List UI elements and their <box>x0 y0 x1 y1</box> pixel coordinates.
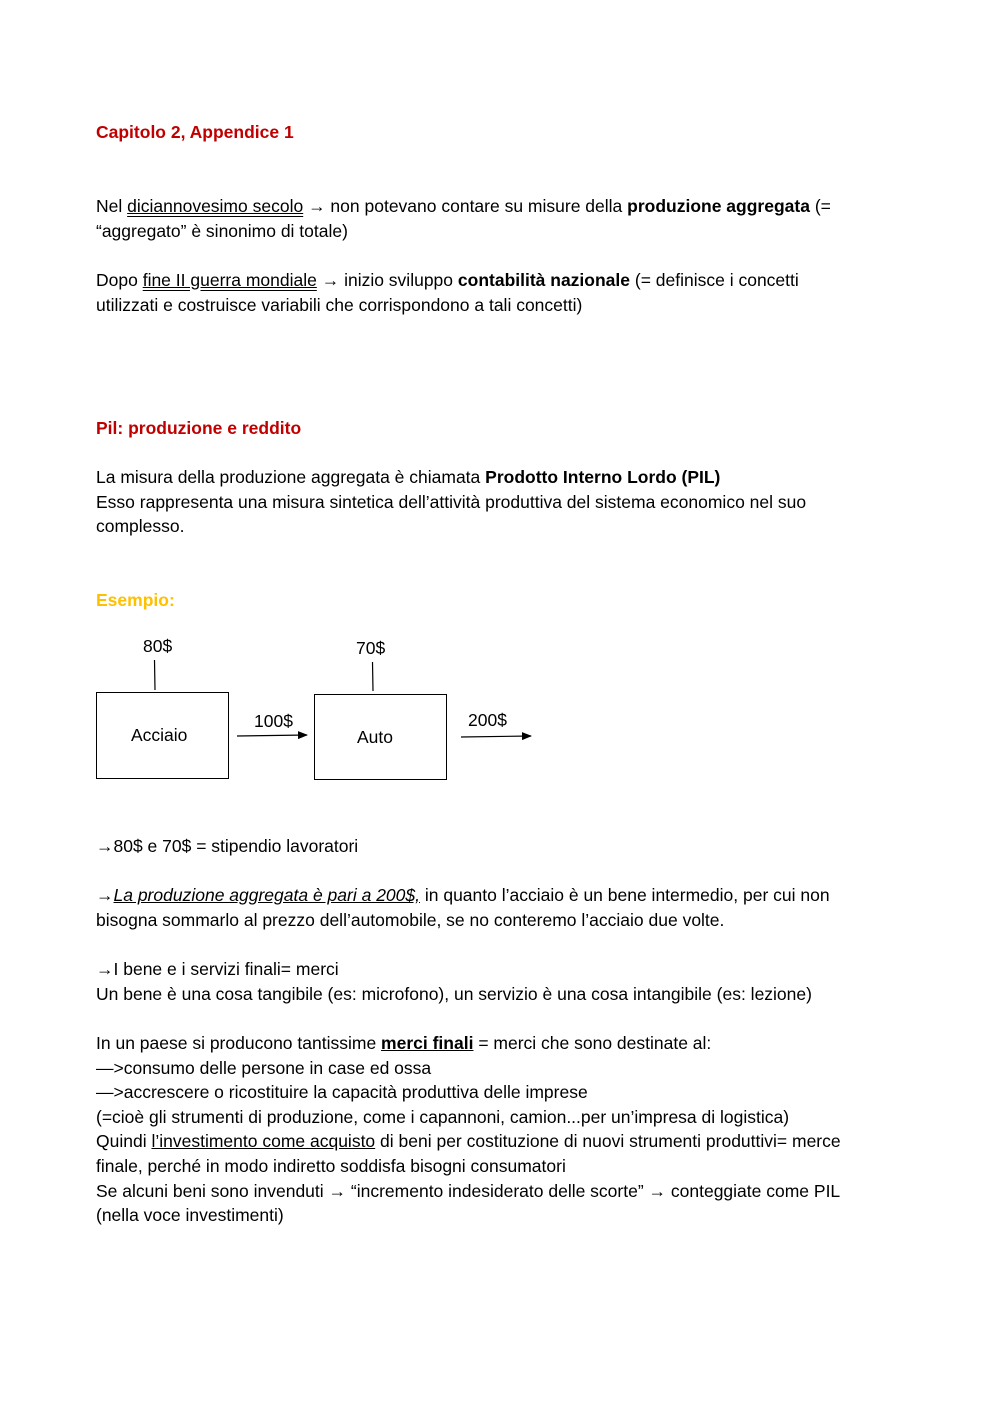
paragraph-line <box>96 1129 908 1154</box>
bold-term: Prodotto Interno Lordo (PIL) <box>485 467 721 487</box>
paragraph-line: —>consumo delle persone in case ed ossa <box>96 1057 432 1078</box>
paragraph-goods-services <box>96 957 908 1006</box>
text-run: La misura della produzione aggregata è chiamata <box>96 467 486 487</box>
underlined-term: diciannovesimo secolo <box>127 196 304 216</box>
paragraph-line: (=cioè gli strumenti di produzione, come i capannoni, camion...per un’impresa di logistica) <box>96 1106 790 1127</box>
paragraph-line: complesso. <box>96 516 185 537</box>
paragraph-line <box>96 1031 908 1056</box>
paragraph-line: Un bene è una cosa tangibile (es: microfono), un servizio è una cosa intangibile (es: lezione) <box>96 983 812 1004</box>
paragraph-post-war <box>96 268 908 317</box>
paragraph-line: finale, perché in modo indiretto soddisfa bisogni consumatori <box>96 1155 566 1176</box>
paragraph-line <box>96 883 908 908</box>
underlined-term: fine II guerra mondiale <box>142 270 317 290</box>
arrow-symbol: → <box>96 885 114 905</box>
text-run: → inizio sviluppo <box>316 270 458 290</box>
paragraph-line <box>96 194 908 219</box>
text-run: (= <box>809 196 831 216</box>
bold-term: produzione aggregata <box>627 196 810 216</box>
paragraph-line <box>96 268 908 293</box>
paragraph-aggregate-production <box>96 883 908 932</box>
paragraph-line: “aggregato” è sinonimo di totale) <box>96 220 348 241</box>
paragraph-line: —>accrescere o ricostituire la capacità produttiva delle imprese <box>96 1082 588 1103</box>
paragraph-line: (nella voce investimenti) <box>96 1205 284 1226</box>
flow-arrow-auto-output <box>461 736 531 737</box>
text-run: Dopo <box>96 270 143 290</box>
text-run: in quanto l’acciaio è un bene intermedio, per cui non <box>420 885 830 905</box>
auto-wage-label: 70$ <box>356 638 386 658</box>
auto-box-label: Auto <box>357 727 393 747</box>
bold-underlined-term: merci finali <box>381 1033 474 1053</box>
auto-wage-connector <box>373 662 374 691</box>
steel-box-label: Acciaio <box>131 725 188 745</box>
section-heading-pil: Pil: produzione e reddito <box>96 418 302 438</box>
paragraph-final-goods <box>96 1031 908 1228</box>
paragraph-wages: →80$ e 70$ = stipendio lavoratori <box>96 836 359 856</box>
text-run: Nel <box>96 196 128 216</box>
flow-value-steel-to-auto: 100$ <box>254 711 293 731</box>
paragraph-line: →I bene e i servizi finali= merci <box>96 959 339 979</box>
text-run: In un paese si producono tantissime <box>96 1033 382 1053</box>
steel-box <box>96 692 229 779</box>
underlined-term: l’investimento come acquisto <box>151 1131 376 1152</box>
paragraph-line: bisogna sommarlo al prezzo dell’automobile, se no conteremo l’acciaio due volte. <box>96 909 725 930</box>
italic-underlined-term: La produzione aggregata è pari a 200$, <box>113 885 420 905</box>
text-run: (= definisce i concetti <box>630 270 799 290</box>
text-run: di beni per costituzione di nuovi strumenti produttivi= merce <box>375 1131 841 1152</box>
paragraph-line <box>96 465 908 490</box>
auto-box <box>314 694 447 780</box>
flow-arrow-steel-to-auto <box>237 735 307 736</box>
paragraph-nineteenth-century <box>96 194 908 243</box>
flow-value-auto-output: 200$ <box>468 710 507 730</box>
text-run: → non potevano contare su misure della <box>303 196 628 216</box>
example-heading: Esempio: <box>96 590 175 610</box>
bold-term: contabilità nazionale <box>457 270 631 290</box>
text-run: Quindi <box>96 1131 152 1152</box>
steel-wage-label: 80$ <box>143 636 173 656</box>
paragraph-line: Se alcuni beni sono invenduti → “incremento indesiderato delle scorte” → conteggiate come PIL <box>96 1180 841 1201</box>
chapter-heading: Capitolo 2, Appendice 1 <box>96 122 294 142</box>
paragraph-pil-definition <box>96 465 908 539</box>
steel-wage-connector <box>155 660 156 690</box>
text-run: = merci che sono destinate al: <box>473 1033 712 1053</box>
paragraph-line: utilizzati e costruisce variabili che corrispondono a tali concetti) <box>96 294 583 315</box>
paragraph-line: Esso rappresenta una misura sintetica dell’attività produttiva del sistema economico nel suo <box>96 491 807 512</box>
